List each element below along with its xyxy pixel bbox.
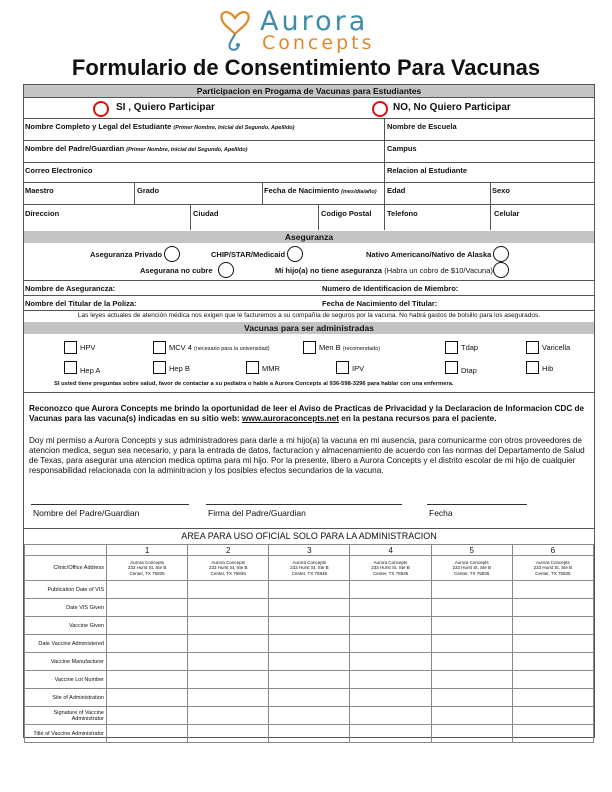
date-line[interactable]: [427, 504, 527, 505]
insurance-header: Aseguranza: [24, 231, 594, 243]
divider: [190, 204, 191, 230]
vaccine-tdap-label: Tdap: [461, 343, 479, 352]
insurance-law-note: Las leyes actuales de atención médica nos exigen que le facturemos a su compañía de seguros por la vacuna. No habrá gastos de bolsillo para los asegurados.: [77, 312, 541, 319]
divider: [134, 182, 135, 204]
admin-row-site: Site of Administration: [25, 689, 594, 707]
vaccine-hib-checkbox[interactable]: [526, 361, 539, 374]
divider: [490, 182, 491, 204]
divider: [24, 528, 594, 529]
vaccines-header: Vacunas para ser administradas: [24, 322, 594, 334]
insurance-private-label: Aseguranza Privado: [90, 250, 163, 259]
holder-name-field[interactable]: Nombre del Titular de la Poliza:: [25, 299, 137, 308]
consent-text: Doy mi permiso a Aurora Concepts y sus administradores para darle a mi hijo(a) la vacuna en mi ausencia, para comunicarme con otros proveedores de atencion medica, segun sea necesario, y para la entrada de datos, facturacion y almacenamiento de acuerdo con las normas del Departamento de Salud de Texas, para asegurar una atencion medica optima para mi hijo. Por la presente, libero a Aurora Concepts y el distrito escolar de mi hijo de cualquier responsabilidad relacionada con la adminitracion y los posibles efectos secundarios de la vacuna.: [29, 436, 585, 475]
divider: [24, 280, 594, 281]
clinic-address-label: Clinic/Office Address: [25, 556, 107, 581]
relation-field[interactable]: Relacion al Estudiante: [387, 166, 468, 175]
participate-no-label: NO, No Quiero Participar: [393, 102, 511, 113]
insurance-chip-radio[interactable]: [287, 246, 303, 262]
questions-note: SI usted tiene preguntas sobre salud, favor de contactar a su pediatra o hable a Aurora Concepts al 936-598-3296 para hablar con una enfermera.: [54, 381, 454, 387]
clinic-address-cell: Aurora Concepts 233 Hurst St, Ste B Center, TX 75935: [431, 556, 512, 581]
zip-field[interactable]: Codigo Postal: [321, 209, 372, 218]
age-field[interactable]: Edad: [387, 186, 406, 195]
vaccine-ipv-label: IPV: [352, 364, 365, 373]
vaccine-dtap-checkbox[interactable]: [445, 361, 458, 374]
vaccine-varicella-label: Varicella: [542, 343, 571, 352]
clinic-address-cell: Aurora Concepts 233 Hurst St, Ste B Center, TX 75935: [269, 556, 350, 581]
vaccine-hepa-label: Hep A: [80, 366, 101, 375]
grade-field[interactable]: Grado: [137, 186, 160, 195]
parent-signature-label: Firma del Padre/Guardian: [208, 508, 306, 518]
admin-col-5: 5: [431, 545, 512, 556]
student-name-field[interactable]: Nombre Completo y Legal del Estudiante (Primer Nombre, Inicial del Segundo, Apellido): [25, 122, 295, 131]
vaccine-hepb-label: Hep B: [169, 364, 190, 373]
vaccine-mmr-label: MMR: [262, 364, 280, 373]
admin-row-vis-date: Publication Date of VIS: [25, 581, 594, 599]
parent-name-label: Nombre del Padre/Guardian: [33, 508, 140, 518]
page-title: Formulario de Consentimiento Para Vacunas: [71, 55, 541, 80]
divider: [24, 204, 594, 205]
vaccine-varicella-checkbox[interactable]: [526, 341, 539, 354]
heart-stethoscope-icon: [218, 4, 252, 52]
divider: [384, 162, 385, 182]
no-insurance-radio[interactable]: [493, 262, 509, 278]
vaccine-hpv-checkbox[interactable]: [64, 341, 77, 354]
divider: [24, 118, 594, 119]
admin-corner: [25, 545, 107, 556]
divider: [24, 295, 594, 296]
insurance-native-label: Nativo Americano/Nativo de Alaska: [366, 250, 492, 259]
clinic-address-cell: Aurora Concepts 233 Hurst St, Ste B Center, TX 75935: [512, 556, 593, 581]
vaccine-hepa-checkbox[interactable]: [64, 361, 77, 374]
clinic-address-cell: Aurora Concepts 233 Hurst St, Ste B Center, TX 75935: [188, 556, 269, 581]
participate-yes-label: SI , Quiero Participar: [116, 102, 215, 113]
admin-col-4: 4: [350, 545, 431, 556]
vaccine-tdap-checkbox[interactable]: [445, 341, 458, 354]
insurance-native-radio[interactable]: [493, 246, 509, 262]
insurance-private-radio[interactable]: [164, 246, 180, 262]
insurer-name-field[interactable]: Nombre de Asegurancza:: [25, 284, 116, 293]
admin-row-date-administered: Date Vaccine Administered: [25, 635, 594, 653]
admin-row-title: Title of Vaccine Administrator: [25, 725, 594, 743]
logo-line2: Concepts: [262, 32, 375, 54]
phone-field[interactable]: Telefono: [387, 209, 418, 218]
divider: [318, 204, 319, 230]
divider: [24, 162, 594, 163]
divider: [384, 204, 385, 230]
admin-col-6: 6: [512, 545, 593, 556]
insurance-not-covered-label: Asegurana no cubre: [140, 266, 213, 275]
admin-row-vis-given: Date VIS Given: [25, 599, 594, 617]
admin-col-3: 3: [269, 545, 350, 556]
website-link[interactable]: www.auroraconcepts.net: [241, 414, 340, 423]
admin-header: AREA PARA USO OFICIAL SOLO PARA LA ADMINISTRACION: [181, 531, 437, 541]
clinic-address-cell: Aurora Concepts 233 Hurst St, Ste B Center, TX 75935: [107, 556, 188, 581]
admin-row-lot-number: Vaccine Lot Number: [25, 671, 594, 689]
holder-dob-field[interactable]: Fecha de Nacimiento del Titular:: [322, 299, 438, 308]
participate-yes-radio[interactable]: [93, 101, 109, 117]
school-name-field[interactable]: Nombre de Escuela: [387, 122, 457, 131]
vaccine-menb-label: Men B (recomendado): [319, 343, 381, 352]
admin-col-1: 1: [107, 545, 188, 556]
dob-field[interactable]: Fecha de Nacimiento (mes/dia/año): [264, 186, 377, 195]
parent-name-field[interactable]: Nombre del Padre/Guardian (Primer Nombre, Inicial del Segundo, Apellido): [25, 144, 248, 153]
email-field[interactable]: Correo Electronico: [25, 166, 93, 175]
insurance-chip-label: CHIP/STAR/Medicaid: [211, 250, 286, 259]
city-field[interactable]: Ciudad: [193, 209, 219, 218]
admin-row-signature: Signature of Vaccine Administrator: [25, 707, 594, 725]
admin-table: [24, 544, 594, 743]
vaccine-dtap-label: Dtap: [461, 366, 477, 375]
admin-col-2: 2: [188, 545, 269, 556]
logo-line1: Aurora: [260, 6, 369, 37]
sex-field[interactable]: Sexo: [492, 186, 510, 195]
vaccine-ipv-checkbox[interactable]: [336, 361, 349, 374]
date-label: Fecha: [429, 508, 453, 518]
admin-row-vaccine-given: Vaccine Given: [25, 617, 594, 635]
parent-name-line[interactable]: [31, 504, 189, 505]
clinic-address-cell: Aurora Concepts 233 Hurst St, Ste B Center, TX 75935: [350, 556, 431, 581]
participate-no-radio[interactable]: [372, 101, 388, 117]
insurance-not-covered-radio[interactable]: [218, 262, 234, 278]
vaccine-hib-label: Hib: [542, 364, 554, 373]
divider: [384, 182, 385, 204]
campus-field[interactable]: Campus: [387, 144, 417, 153]
teacher-field[interactable]: Maestro: [25, 186, 54, 195]
divider: [24, 310, 594, 311]
vaccine-mcv4-label: MCV 4 (necesario para la universidad): [169, 343, 270, 352]
vaccine-hepb-checkbox[interactable]: [153, 361, 166, 374]
divider: [24, 182, 594, 183]
divider: [24, 392, 594, 393]
divider: [24, 97, 594, 98]
divider: [490, 204, 491, 230]
member-id-field[interactable]: Numero de Identificacion de Miembro:: [322, 284, 459, 293]
participation-header: Participacion en Progama de Vacunas para Estudiantes: [24, 85, 594, 97]
acknowledgment-text: Reconozco que Aurora Concepts me brindo la oportunidad de leer el Aviso de Practicas de Privacidad y la Declaracion de Informacion CDC de Vacunas para las vacuna(s) indicadas en su sitio web: www.auroraconcepts.net en la pestana recursos para el paciente.: [29, 404, 585, 423]
no-insurance-label: Mi hijo(a) no tiene aseguranza (Habra un cobro de $10/Vacuna): [275, 266, 493, 275]
vaccine-menb-checkbox[interactable]: [303, 341, 316, 354]
address-field[interactable]: Direccion: [25, 209, 60, 218]
admin-row-manufacturer: Vaccine Manufacturer: [25, 653, 594, 671]
parent-signature-line[interactable]: [206, 504, 402, 505]
divider: [262, 182, 263, 204]
vaccine-mcv4-checkbox[interactable]: [153, 341, 166, 354]
vaccine-hpv-label: HPV: [80, 343, 96, 352]
cell-field[interactable]: Celular: [494, 209, 520, 218]
vaccine-mmr-checkbox[interactable]: [246, 361, 259, 374]
divider: [24, 140, 594, 141]
